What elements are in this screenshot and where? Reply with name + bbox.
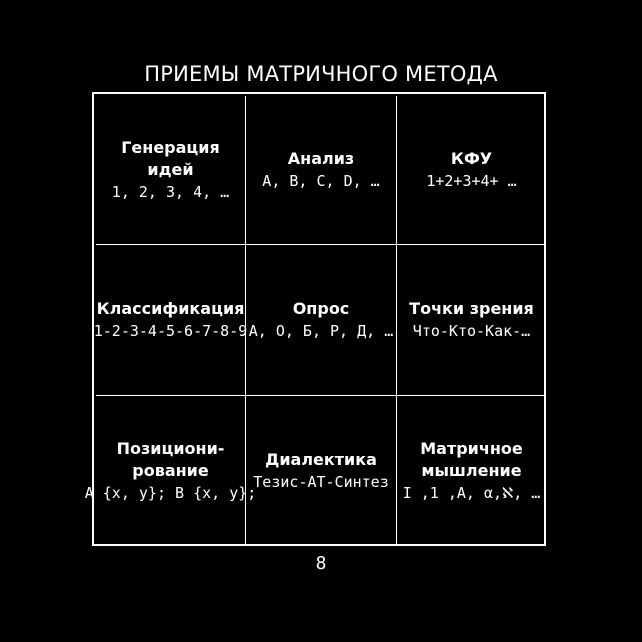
- cell-heading-line: Анализ: [287, 149, 355, 168]
- matrix-grid: [84, 96, 546, 546]
- cell-content: I ,1 ,A, α,ℵ, …: [402, 484, 541, 502]
- matrix-cell-idea-generation: [96, 96, 246, 245]
- cell-content: Что-Кто-Как-…: [412, 322, 531, 340]
- page-number: 8: [315, 553, 327, 574]
- cell-content: А {х, у}; В {х, у};: [84, 484, 257, 502]
- cell-heading-line: рование: [132, 461, 209, 480]
- cell-content: А, О, Б, Р, Д, …: [248, 322, 394, 340]
- cell-heading-line: Диалектика: [265, 450, 377, 469]
- cell-content: А, В, С, D, …: [262, 172, 380, 190]
- cell-heading-line: Позициони-: [116, 439, 225, 458]
- cell-heading-line: КФУ: [450, 149, 493, 168]
- cell-heading-line: Точки зрения: [409, 299, 534, 318]
- matrix-cell-matrix-thinking: [397, 396, 546, 546]
- cell-heading-line: Матричное: [420, 439, 523, 458]
- cell-content: 1, 2, 3, 4, …: [111, 183, 230, 201]
- cell-heading-line: Опрос: [292, 299, 350, 318]
- matrix-cell-points-of-view: [397, 245, 546, 396]
- matrix-cell-analysis: [246, 96, 397, 245]
- matrix-cell-survey: [246, 245, 397, 396]
- matrix-cell-kfu: [397, 96, 546, 245]
- cell-content: 1-2-3-4-5-6-7-8-9: [93, 322, 248, 340]
- page-title: ПРИЕМЫ МАТРИЧНОГО МЕТОДА: [144, 62, 498, 86]
- cell-heading-line: мышление: [421, 461, 522, 480]
- cell-heading-line: Классификация: [96, 299, 245, 318]
- cell-content: 1+2+3+4+ …: [426, 172, 517, 190]
- matrix-cell-positioning: [84, 396, 257, 546]
- matrix-cell-classification: [93, 245, 248, 396]
- cell-heading-line: идей: [147, 160, 194, 179]
- cell-heading-line: Генерация: [121, 138, 220, 157]
- matrix-cell-dialectics: [246, 396, 397, 546]
- cell-content: Тезис-АТ-Синтез: [253, 473, 389, 491]
